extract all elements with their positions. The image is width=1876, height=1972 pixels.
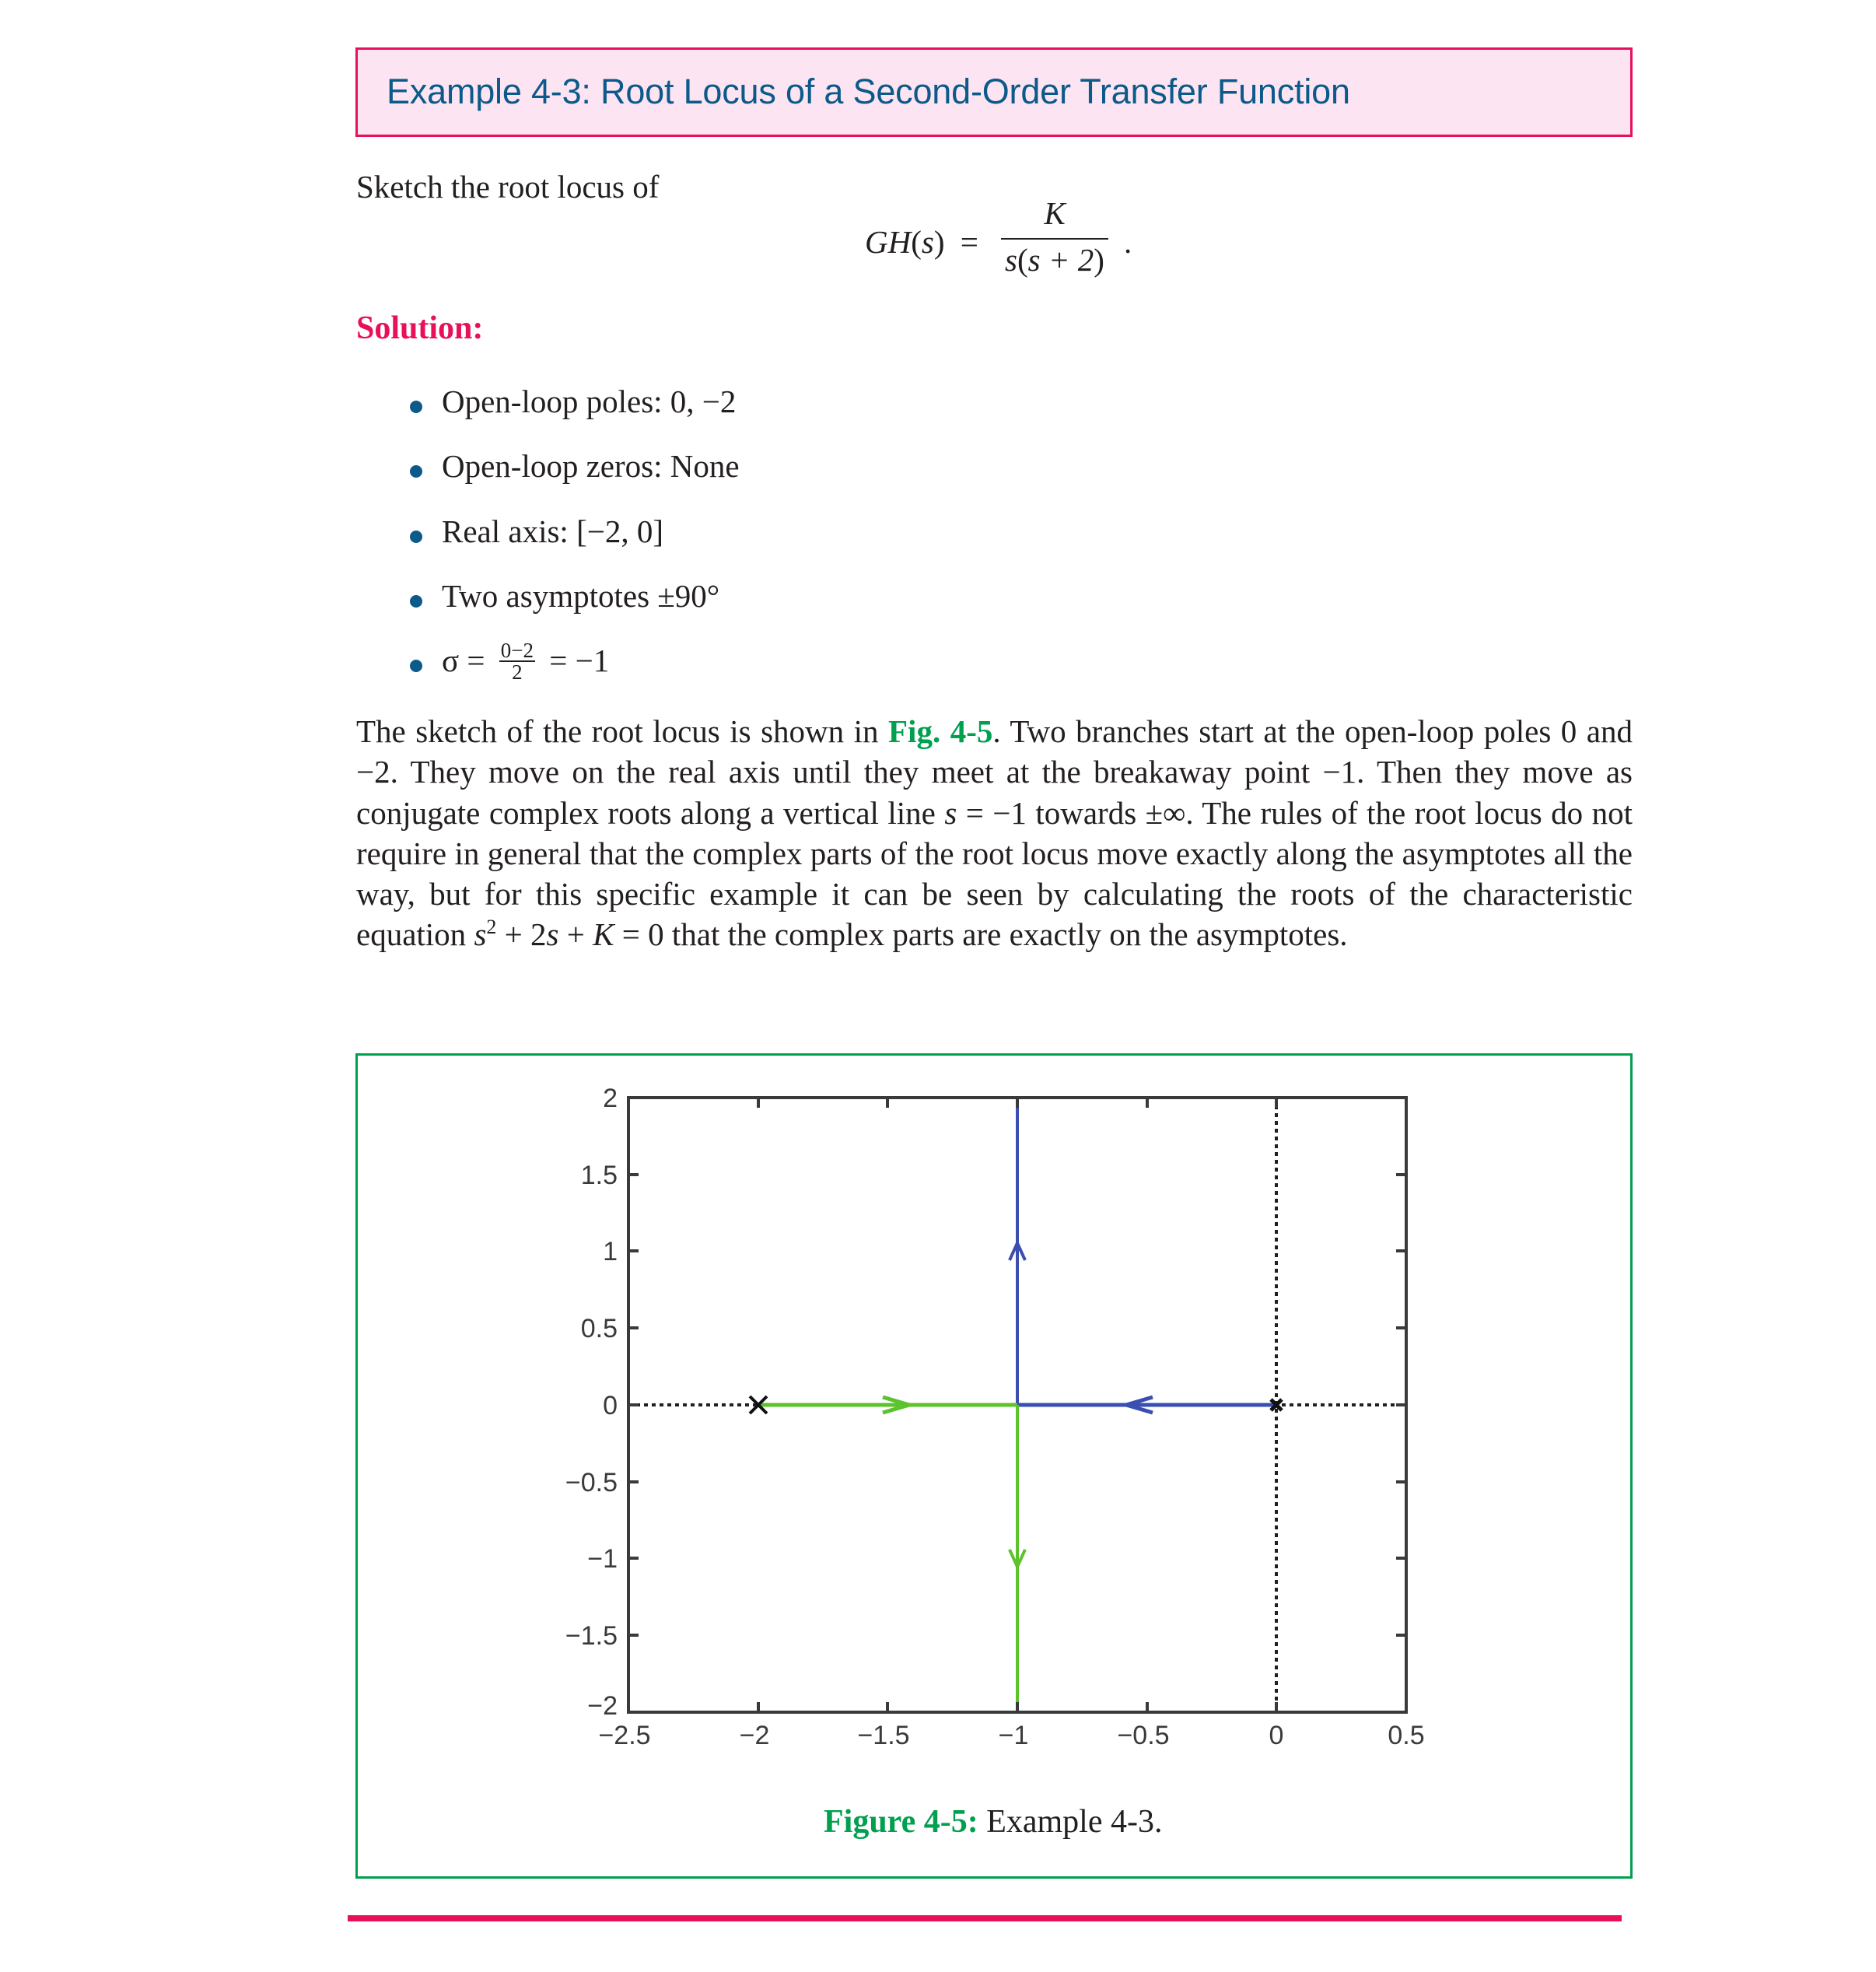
figure-caption-label: Figure 4-5: [824,1804,978,1840]
x-tick-label: −2 [739,1721,770,1750]
paragraph-text: = 0 that the complex parts are exactly on the asymptotes. [614,916,1348,953]
centroid-prefix: σ = [442,643,493,679]
y-tick-label: −2 [587,1691,618,1721]
denominator-inner: s + 2 [1027,242,1094,278]
y-tick-label: 2 [603,1084,618,1113]
y-tick-label: −0.5 [565,1468,618,1497]
equation-denominator: s(s + 2) [1005,242,1104,278]
math-exponent: 2 [486,916,497,939]
y-tick-label: 0 [603,1391,618,1420]
y-tick-label: 1 [603,1237,618,1266]
denominator-prefix: s [1005,242,1018,278]
x-tick-label: −2.5 [598,1721,651,1750]
example-title: Example 4-3: Root Locus of a Second-Order Transfer Function [387,72,1350,111]
paren-open: ( [911,224,922,260]
x-tick-label: 0 [1269,1721,1284,1750]
fraction-denominator: 2 [512,660,523,685]
equation-lhs-arg: s [921,224,934,260]
bullet-text: Open-loop zeros: None [442,448,740,485]
math-text: + 2 [496,916,547,953]
equation-terminator: . [1124,224,1132,260]
math-var: K [593,916,614,953]
equation-lhs-func: GH [865,224,912,260]
figure-caption [824,1803,1162,1841]
x-tick-label: 0.5 [1388,1721,1425,1750]
y-tick-label: 1.5 [580,1161,618,1190]
x-tick-labels [598,1721,1424,1750]
intro-text: Sketch the root locus of [356,169,660,205]
math-var: s [474,916,487,953]
math-text: + [558,916,593,953]
x-tick-label: −1 [998,1721,1029,1750]
x-tick-label: −1.5 [857,1721,910,1750]
bullet-text: Open-loop poles: 0, −2 [442,384,737,419]
paragraph-text: The sketch of the root locus is shown in [356,713,889,749]
math-var: s [944,794,957,831]
solution-label: Solution: [356,310,484,346]
y-tick-label: −1.5 [565,1621,618,1651]
math-var: s [546,916,559,953]
y-tick-labels [565,1084,618,1721]
paragraph-text: = −1 towards ±∞. The rules of the root locus do not require in general that the complex parts of the root locus move exactly along the asymptotes all the way, but for this specific example it can be seen by calculating the roots of the characteristic equation [356,794,1633,953]
paren-close: ) [933,224,945,260]
figure-reference-link[interactable]: Fig. 4-5 [888,713,993,749]
branch-blue [1010,1098,1276,1413]
x-tick-label: −0.5 [1117,1721,1170,1750]
bullet-text: Two asymptotes ±90° [442,577,720,614]
paragraph-text: . Two branches start at the open-loop poles 0 and −2. They move on the real axis until they meet at the breakaway point −1. Then they move as conjugate complex roots along a vertical line [356,713,1633,831]
bottom-divider [348,1915,1622,1921]
equation-numerator: K [1044,195,1066,231]
bullet-text: Real axis: [−2, 0] [442,513,663,549]
centroid-suffix: = −1 [541,643,610,679]
fraction-numerator: 0−2 [500,639,534,663]
equals-sign: = [960,224,978,260]
figure-caption-text: Example 4-3. [978,1804,1163,1840]
y-tick-label: 0.5 [580,1314,618,1343]
y-tick-label: −1 [587,1544,618,1574]
branch-green [758,1397,1025,1712]
